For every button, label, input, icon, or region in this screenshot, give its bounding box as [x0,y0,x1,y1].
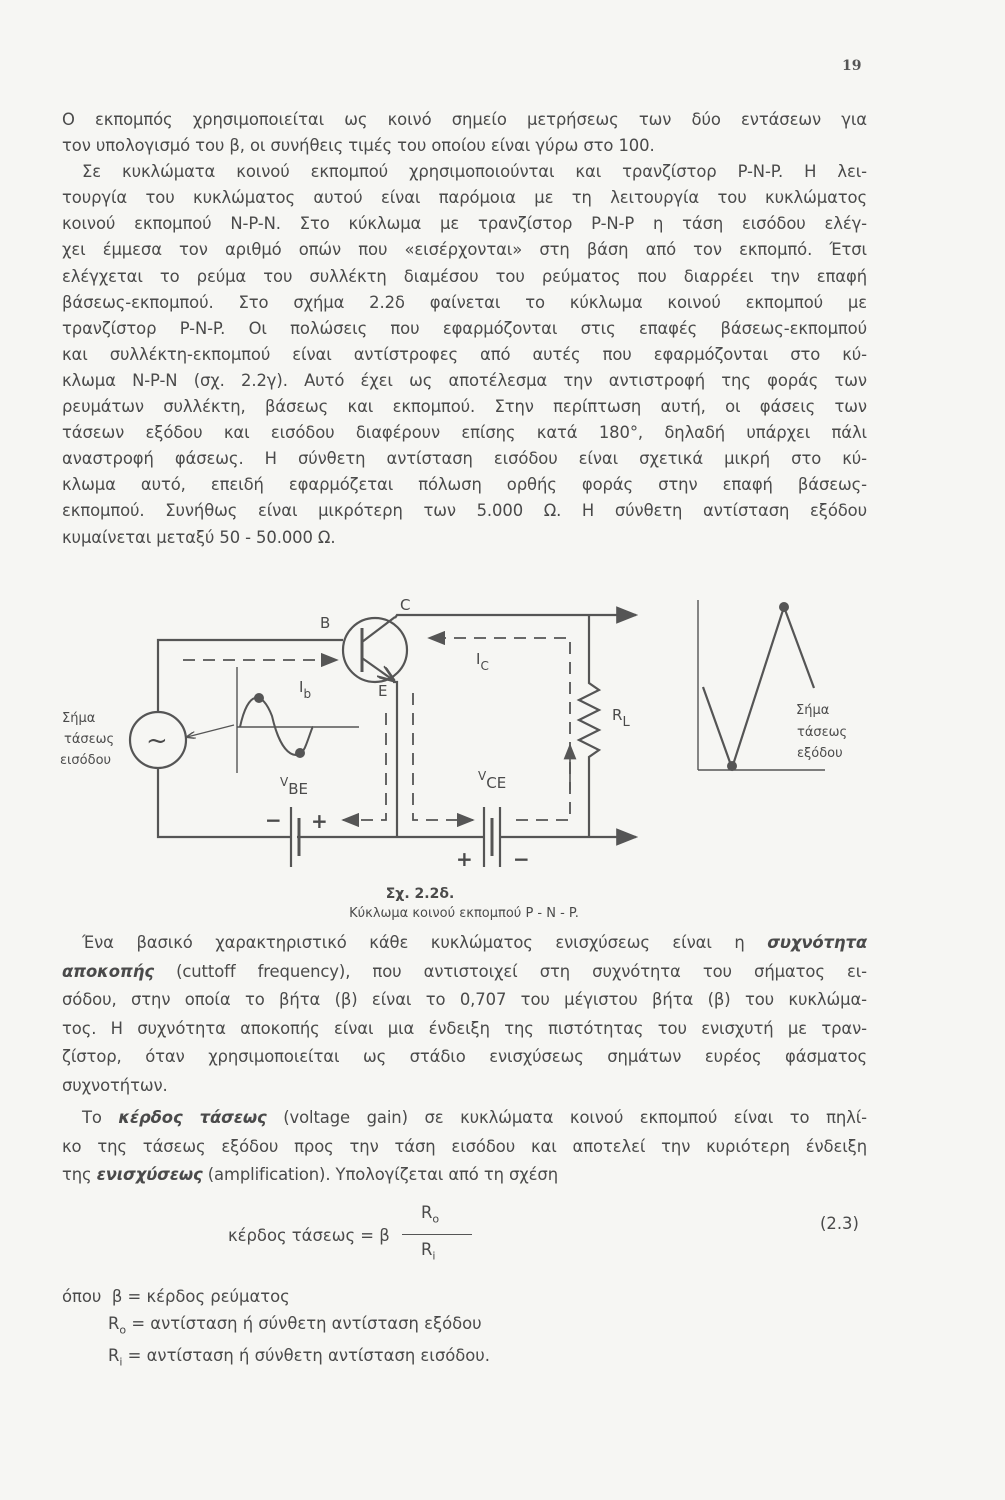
text-segment: χει έμμεσα τον αριθμό οπών που «εισέρχονται» στη βάση από τον εκπομπό. Έτσι [62,240,867,260]
text-segment: κοινού εκπομπού N-P-N. Στο κύκλωμα με τρανζίστορ P-N-P η τάση εισόδου ελέγ- [62,214,867,234]
formula-denominator: $R_i$ [421,1240,436,1263]
input-label-2: τάσεως [64,732,115,747]
text-line [62,1104,867,1133]
text-line [62,1015,867,1044]
def-beta: β = κέρδος ρεύματος [111,1287,290,1306]
text-segment: κυμαίνεται μεταξύ 50 - 50.000 Ω. [62,527,336,547]
text-segment: σόδου, στην οποία το βήτα (β) είναι το 0,707 του μέγιστου βήτα (β) του κυκλώμα- [62,990,867,1010]
figure-caption-number: Σχ. 2.2δ. [385,886,455,902]
text-segment: κλωμα N-P-N (σχ. 2.2γ). Αυτό έχει ως αποτέλεσμα την αντιστροφή της φοράς των [62,370,867,390]
vbe-plus: + [311,809,328,833]
output-label-2: τάσεως [797,725,848,740]
def-ro: $R_o = \alpha\nu\tau ί\sigma\tau\alpha\sigma\eta$ ή σύνθετη αντίσταση εξόδου [108,1313,482,1336]
label-vce: VCE [478,769,507,792]
formula-numerator: $R_o$ [421,1203,440,1226]
ib-return-path [343,713,386,820]
input-label-3: εισόδου [60,753,112,768]
input-label-1: Σήμα [62,711,96,726]
formula-lhs: κέρδος τάσεως = β [228,1226,390,1245]
collector-wire [395,615,636,618]
text-segment: αναστροφή φάσεως. Η σύνθετη αντίσταση εισόδου είναι σχετικά μικρή στο κύ- [62,449,867,469]
emphasized-term: συχνότητα [767,933,867,952]
text-segment: κλωμα αυτό, επειδή εφαρμόζεται πόλωση ορθής φοράς στην επαφή βάσεως- [62,475,867,495]
where-intro: όπου [62,1287,102,1306]
label-base: B [320,614,331,632]
output-label-1: Σήμα [796,703,830,718]
text-segment: εκπομπού. Συνήθως είναι μικρότερη των 5.000 Ω. Η σύνθετη αντίσταση εξόδου [62,501,867,521]
text-line [62,1043,867,1072]
emphasized-term: ενισχύσεως [96,1165,203,1185]
ic-return-path [413,693,473,820]
transistor-symbol [343,618,407,682]
page-number: 19 [842,58,862,74]
text-segment: τουργία του κυκλώματος αυτού είναι παρόμοια με τη λειτουργία του κυκλώματος [62,188,867,208]
output-label-3: εξόδου [797,746,843,761]
text-segment: (cuttoff frequency), που αντιστοιχεί στη συχνότητα του σήματος ει- [153,961,867,981]
label-rl: RL [612,706,630,730]
vce-plus: + [456,847,473,871]
text-line [62,1072,867,1101]
variable-definitions [62,1284,490,1376]
fraction-bar [402,1234,472,1235]
text-segment: συχνοτήτων. [62,1075,168,1095]
text-line [62,986,867,1015]
text-line [62,958,867,987]
text-segment: Σε κυκλώματα κοινού εκπομπού χρησιμοποιούνται και τρανζίστορ P-N-P. Η λει- [82,162,867,182]
text-segment: και συλλέκτη-εκπομπού είναι αντίστροφες από αυτές που εφαρμόζονται στο κύ- [62,344,867,364]
output-wave [703,607,814,768]
text-segment: τρανζίστορ P-N-P. Οι πολώσεις που εφαρμόζονται στις επαφές βάσεως-εκπομπού [62,318,867,338]
text-line [62,1161,867,1190]
equation-number: (2.3) [820,1214,859,1233]
paragraph-cutoff-frequency [62,929,867,1101]
vbe-minus: − [265,808,282,832]
text-segment: (amplification). Υπολογίζεται από τη σχέση [202,1165,558,1185]
figure-caption-text: Κύκλωμα κοινού εκπομπού P - N - P. [349,906,579,921]
text-segment: (voltage gain) σε κυκλώματα κοινού εκπομπού είναι το πηλί- [266,1108,867,1127]
text-segment: τον υπολογισμό του β, οι συνήθεις τιμές του οποίου είναι γύρω στο 100. [62,136,655,156]
source-tilde: ~ [146,726,168,756]
emphasized-term: κέρδος τάσεως [118,1108,267,1127]
def-ri: $R_i = \alpha\nu\tau ί\sigma\tau\alpha\sigma\eta$ ή σύνθετη αντίσταση εισόδου. [108,1346,491,1369]
text-segment: τος. Η συχνότητα αποκοπής είναι μια ένδειξη της πιστότητας του ενισχυτή με τραν- [62,1018,867,1038]
label-vbe: VBE [280,775,308,798]
text-segment: Ο εκπομπός χρησιμοποιείται ως κοινό σημείο μετρήσεως των δύο εντάσεων για [62,110,867,129]
voltage-gain-formula [0,1200,1005,1270]
text-line [62,929,867,958]
text-segment: κο της τάσεως εξόδου προς την τάση εισόδου και αποτελεί την κυριότερη ένδειξη [62,1136,867,1156]
text-line [62,1133,867,1162]
text-segment: τάσεων εξόδου και εισόδου διαφέρουν επίσης κατά 180°, δηλαδή υπάρχει πάλι [62,423,867,443]
emitter-wire [393,682,397,837]
label-ic: $I_C$ [476,650,489,673]
vce-minus: − [513,847,530,871]
text-segment: Το [82,1108,119,1127]
paragraph-voltage-gain [62,1104,867,1190]
text-segment: της [62,1165,97,1185]
text-segment: Ένα βασικό χαρακτηριστικό κάθε κυκλώματος ενισχύσεως είναι η [82,933,768,952]
emphasized-term: αποκοπής [62,961,154,981]
input-sine-wave [240,698,313,755]
label-ib: $I_b$ [299,678,312,701]
label-emitter: E [378,682,388,700]
label-collector: C [400,596,411,614]
text-segment: ζίστορ, όταν χρησιμοποιείται ως στάδιο ενισχύσεως σημάτων ευρέος φάσματος [62,1047,867,1067]
text-segment: ρευμάτων συλλέκτη, βάσεως και εκπομπού. Στην περίπτωση αυτή, οι φάσεις των [62,397,867,417]
ic-current-path [429,638,570,820]
text-segment: βάσεως-εκπομπού. Στο σχήμα 2.2δ φαίνεται το κύκλωμα κοινού εκπομπού με [62,292,867,312]
load-resistor [579,615,599,837]
text-segment: ελέγχεται το ρεύμα του συλλέκτη διαμέσου του ρεύματος που διαρρέει την επαφή [62,266,867,286]
